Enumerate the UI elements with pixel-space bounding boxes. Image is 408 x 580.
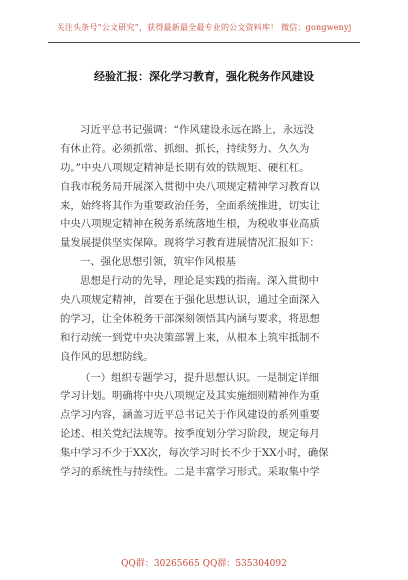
body-line: 央八项规定精神，首要在于强化思想认识，通过全面深入 [60, 294, 320, 307]
body-line: 学习的系统性与持续性。二是丰富学习形式。采取集中学 [60, 466, 320, 479]
page-header: 关注头条号“公文研究”，获得最新最全最专业的公文资料库！ 微信：gongwenyj [56, 23, 352, 32]
section-heading: 一、强化思想引领，筑牢作风根基 [80, 256, 236, 269]
body-line: 良作风的思想防线。 [60, 350, 154, 363]
body-line: 量发展提供坚实保障。现将学习教育进展情况汇报如下： [60, 237, 320, 250]
body-line: 功。”中央八项规定精神是长期有效的铁规矩、硬杠杠。 [60, 161, 310, 174]
body-line: 集中学习不少于XX次，每次学习时长不少于XX小时，确保 [60, 447, 329, 460]
page-footer: QQ群：30265665 QQ群：535304092 [121, 559, 287, 569]
header-divider [48, 42, 360, 43]
body-line: 点学习内容，涵盖习近平总书记关于作风建设的系列重要 [60, 409, 320, 422]
document-title: 经验汇报：深化学习教育，强化税务作风建设 [94, 70, 314, 83]
subsection-line: （一）组织专题学习，提升思想认识。一是制定详细 [80, 371, 319, 384]
body-line: 学习计划。明确将中央八项规定及其实施细则精神作为重 [60, 390, 320, 403]
body-line: 中央八项规定精神在税务系统落地生根，为税收事业高质 [60, 218, 320, 231]
body-line: 论述、相关党纪法规等。按季度划分学习阶段，规定每月 [60, 428, 320, 441]
body-line: 来，始终将其作为重要政治任务，全面系统推进，切实让 [60, 199, 320, 212]
body-line: 有休止符。必须抓常、抓细、抓长，持续努力、久久为 [60, 142, 310, 155]
body-line: 和行动统一到党中央决策部署上来，从根本上筑牢抵制不 [60, 331, 320, 344]
document-body [60, 121, 352, 482]
body-line: 的学习，让全体税务干部深刻领悟其内涵与要求，将思想 [60, 312, 320, 325]
body-line: 自我市税务局开展深入贯彻中央八项规定精神学习教育以 [60, 180, 320, 193]
body-line: 思想是行动的先导，理论是实践的指南。深入贯彻中 [80, 275, 319, 288]
body-line: 习近平总书记强调：“作风建设永远在路上，永远没 [80, 124, 314, 136]
